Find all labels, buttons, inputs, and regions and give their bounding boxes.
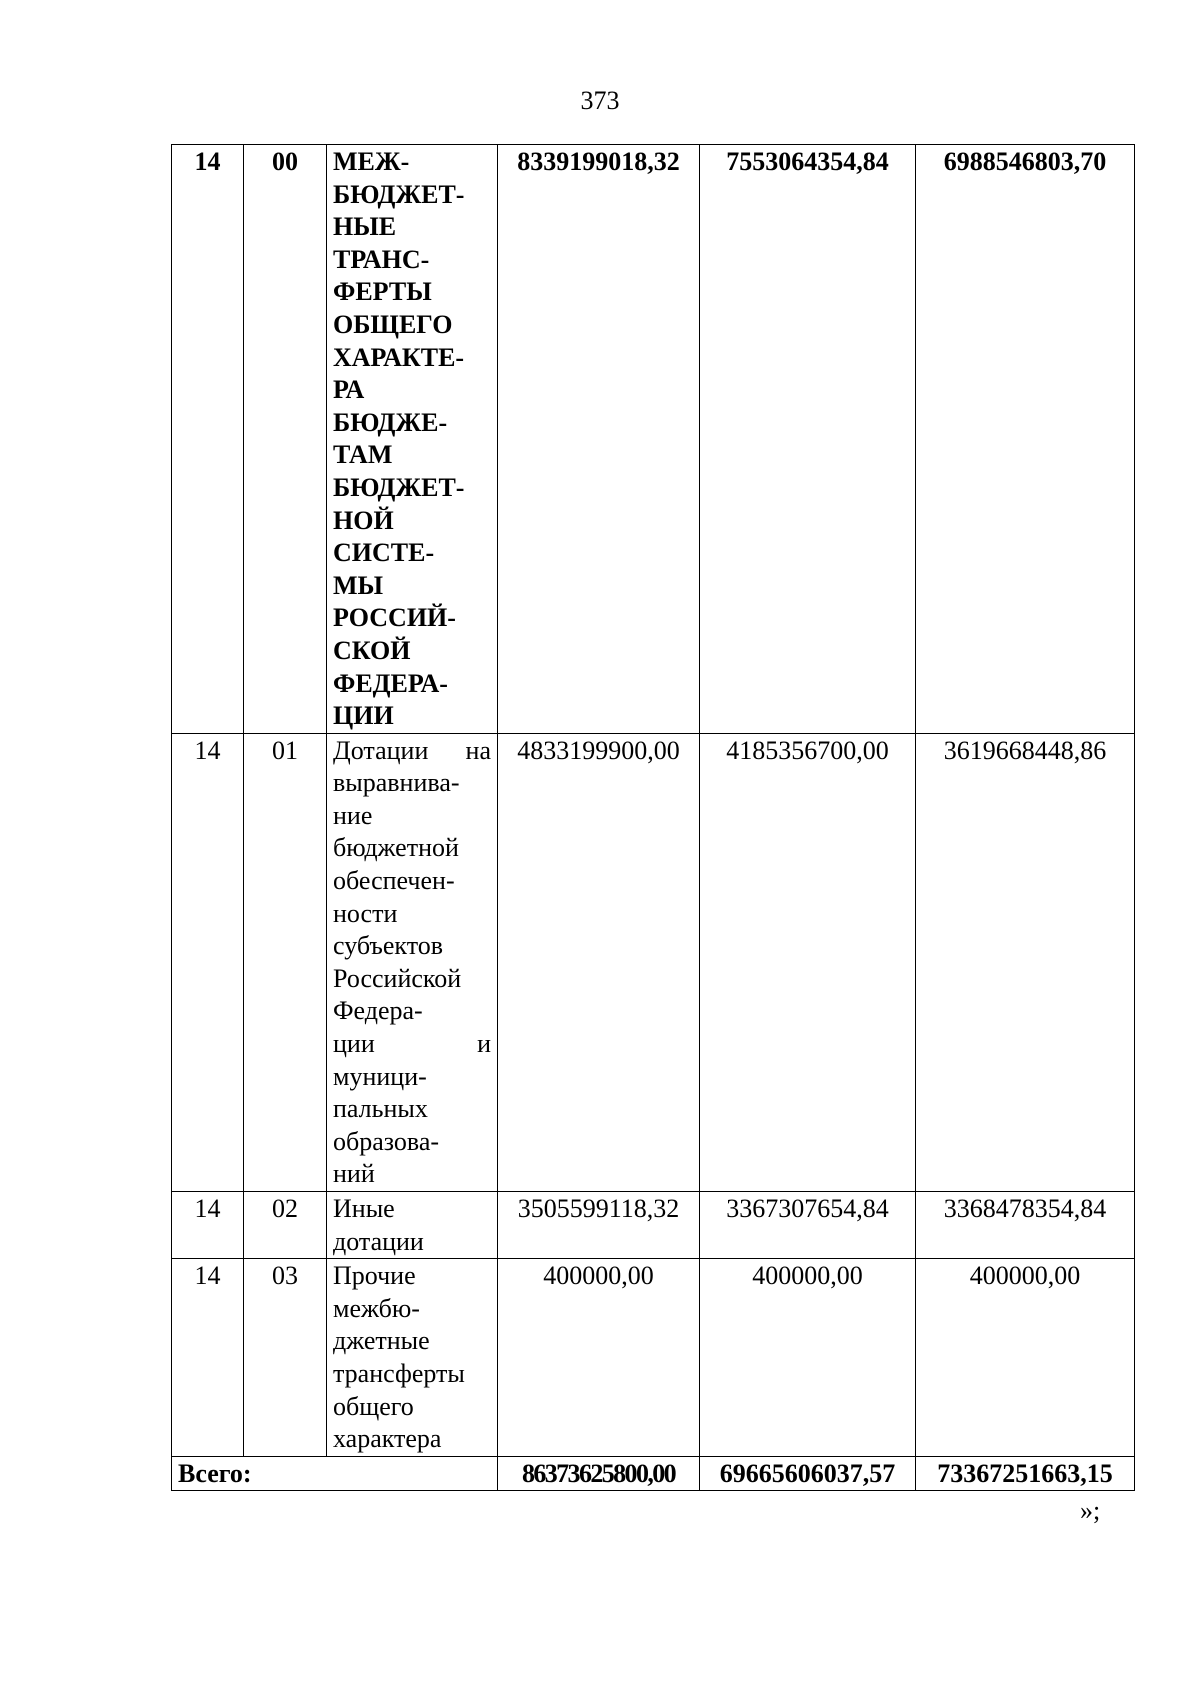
name-line: образова-: [333, 1126, 440, 1156]
name-line: Федера-: [333, 996, 423, 1026]
name-line: ние: [333, 800, 373, 830]
row-name: [327, 1259, 498, 1457]
value-cell: 3505599118,32: [498, 1192, 700, 1259]
name-line: ТАМ: [333, 440, 393, 470]
name-line: МЫ: [333, 570, 384, 600]
total-value: 86373625800,00: [498, 1456, 700, 1491]
name-word: ции: [333, 1029, 375, 1059]
value-cell: 3367307654,84: [700, 1192, 916, 1259]
value-cell: 8339199018,32: [498, 145, 700, 734]
name-line: [333, 1028, 491, 1061]
name-line: обеспечен-: [333, 866, 455, 896]
name-line: ЦИИ: [333, 701, 394, 731]
value-cell: 3368478354,84: [916, 1192, 1135, 1259]
name-line: джетные: [333, 1326, 430, 1356]
name-line: БЮДЖЕТ-: [333, 472, 465, 502]
name-line: МЕЖ-: [333, 147, 410, 176]
name-line: межбю-: [333, 1293, 420, 1323]
name-line: субъектов: [333, 931, 444, 961]
name-line: пальных: [333, 1094, 428, 1124]
name-line: СИСТЕ-: [333, 538, 435, 568]
subsection-code: 03: [244, 1259, 327, 1457]
name-line: БЮДЖЕТ-: [333, 179, 465, 209]
total-label: Всего:: [172, 1456, 498, 1491]
name-word: на: [465, 735, 491, 765]
value-cell: 400000,00: [700, 1259, 916, 1457]
name-line: дотации: [333, 1226, 424, 1256]
section-code: 14: [172, 733, 244, 1191]
subsection-code: 02: [244, 1192, 327, 1259]
name-line: СКОЙ: [333, 635, 411, 665]
row-name: [327, 1192, 498, 1259]
name-word: Дотации: [333, 735, 429, 765]
name-line: ности: [333, 898, 398, 928]
table-row: [172, 733, 1135, 1191]
name-line: трансферты: [333, 1358, 465, 1388]
row-name: [327, 733, 498, 1191]
name-line: НОЙ: [333, 505, 394, 535]
name-line: ОБЩЕГО: [333, 309, 453, 339]
value-cell: 6988546803,70: [916, 145, 1135, 734]
section-code: 14: [172, 1192, 244, 1259]
closing-quote-mark: »;: [1080, 1496, 1101, 1525]
name-line: Российской: [333, 963, 462, 993]
total-row: [172, 1456, 1135, 1491]
subsection-code: 01: [244, 733, 327, 1191]
total-value: 69665606037,57: [700, 1456, 916, 1491]
value-cell: 4185356700,00: [700, 733, 916, 1191]
name-line: НЫЕ: [333, 212, 397, 242]
name-line: РА: [333, 375, 365, 405]
name-line: общего: [333, 1391, 414, 1421]
name-line: [333, 735, 491, 768]
name-line: Прочие: [333, 1261, 416, 1291]
value-cell: 3619668448,86: [916, 733, 1135, 1191]
name-line: РОССИЙ-: [333, 603, 456, 633]
section-code: 14: [172, 1259, 244, 1457]
name-line: муници-: [333, 1061, 427, 1091]
budget-table: [171, 144, 1135, 1491]
name-word: и: [477, 1029, 491, 1059]
value-cell: 400000,00: [916, 1259, 1135, 1457]
name-line: бюджетной: [333, 833, 459, 863]
name-line: выравнива-: [333, 768, 460, 798]
name-line: ний: [333, 1159, 375, 1189]
subsection-code: 00: [244, 145, 327, 734]
page-number: 373: [580, 86, 620, 115]
name-line: ФЕДЕРА-: [333, 668, 448, 698]
total-value: 73367251663,15: [916, 1456, 1135, 1491]
table-row: [172, 1192, 1135, 1259]
name-line: ХАРАКТЕ-: [333, 342, 465, 372]
table-row: [172, 1259, 1135, 1457]
value-cell: 4833199900,00: [498, 733, 700, 1191]
name-line: БЮДЖЕ-: [333, 407, 448, 437]
value-cell: 7553064354,84: [700, 145, 916, 734]
row-name: [327, 145, 498, 734]
name-line: ФЕРТЫ: [333, 277, 432, 307]
value-cell: 400000,00: [498, 1259, 700, 1457]
name-line: характера: [333, 1424, 442, 1454]
table-row: [172, 145, 1135, 734]
section-code: 14: [172, 145, 244, 734]
name-line: Иные: [333, 1194, 395, 1223]
name-line: ТРАНС-: [333, 244, 430, 274]
